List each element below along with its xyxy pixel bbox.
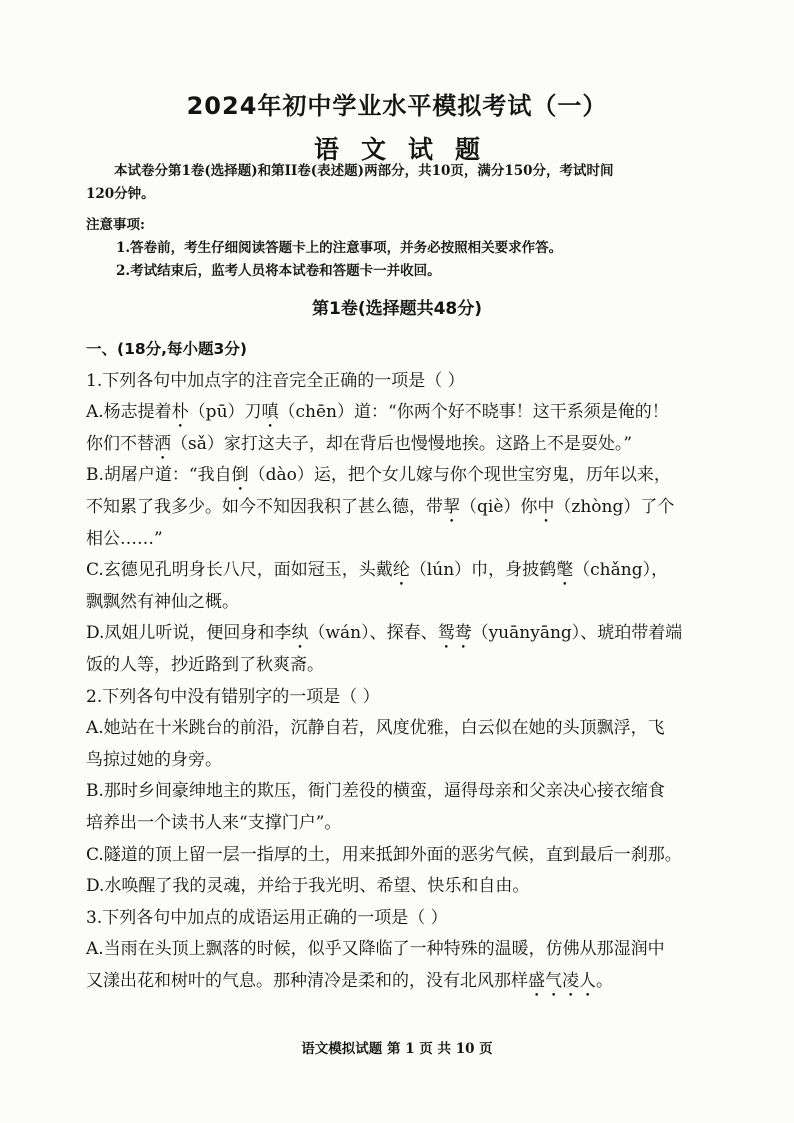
question-3-option-a: A.当雨在头顶上飘落的时候，似乎又降临了一种特殊的温暖，仿佛从那湿润中 bbox=[86, 939, 665, 960]
question-2-option-c: C.隧道的顶上留一层一指厚的土，用来抵卸外面的恶劣气候，直到最后一刹那。 bbox=[86, 844, 682, 865]
subject-title: 语文试题 bbox=[313, 135, 502, 164]
question-1-option-b bbox=[86, 460, 711, 492]
dotted-char: 嗔 bbox=[261, 402, 279, 423]
text-fragment: D.凤姐儿听说，便回身和李 bbox=[86, 623, 292, 644]
dotted-char: 中 bbox=[537, 496, 555, 517]
dotted-char: 纨 bbox=[291, 623, 309, 644]
question-1-option-c-cont: 飘飘然有神仙之概。 bbox=[86, 591, 239, 612]
dotted-char: 挈 bbox=[443, 496, 460, 517]
question-1-option-d bbox=[86, 618, 711, 650]
text-fragment: 不知累了我多少。如今不知因我积了甚么德，带 bbox=[86, 496, 443, 517]
text-fragment: （lún）巾，身披鹤 bbox=[409, 560, 557, 581]
text-fragment: （dào）运，把个女儿嫁与你个现世宝穷鬼，历年以来， bbox=[248, 465, 671, 486]
text-fragment: A.杨志提着 bbox=[86, 402, 172, 423]
dotted-char: 氅 bbox=[556, 560, 574, 581]
question-2-option-a: A.她站在十米跳台的前沿，沉静自若，风度优雅，白云似在她的头顶飘浮，飞 bbox=[86, 718, 665, 739]
text-fragment: （sǎ）家打这夫子，却在背后也慢慢地挨。这路上不是耍处。” bbox=[171, 433, 633, 454]
question-3-option-a-cont bbox=[86, 966, 711, 998]
question-1-option-a-cont bbox=[86, 429, 711, 461]
note-1: 1.答卷前，考生仔细阅读答题卡上的注意事项，并务必按照相关要求作答。 bbox=[116, 240, 563, 256]
text-fragment: B.胡屠户道：“我自 bbox=[86, 465, 232, 486]
question-1-stem: 1.下列各句中加点字的注音完全正确的一项是（ ） bbox=[86, 370, 465, 391]
intro-line-1: 本试卷分第1卷(选择题)和第II卷(表述题)两部分，共10页，满分150分，考试时间 bbox=[114, 163, 614, 179]
questions-body bbox=[86, 334, 711, 997]
section-heading: 一、(18分,每小题3分) bbox=[86, 340, 247, 358]
part-title: 第1卷(选择题共48分) bbox=[311, 299, 483, 319]
dotted-char: 洒 bbox=[154, 433, 171, 454]
question-2-option-b: B.那时乡间豪绅地主的欺压，衙门差役的横蛮，逼得母亲和父亲决心接衣缩食 bbox=[86, 781, 665, 802]
text-fragment: 。 bbox=[596, 970, 613, 991]
intro-line-2: 120分钟。 bbox=[86, 186, 155, 202]
text-fragment: （chēn）道：“你两个好不晓事！这干系须是俺的！ bbox=[278, 402, 669, 423]
notes-block bbox=[86, 214, 706, 283]
page-footer: 语文模拟试题 第 1 页 共 10 页 bbox=[301, 1041, 493, 1057]
note-2: 2.考试结束后，监考人员将本试卷和答题卡一并收回。 bbox=[116, 263, 441, 279]
question-2-option-b-cont: 培养出一个读书人来“支撑门户”。 bbox=[86, 812, 342, 833]
dotted-idiom: 盛气凌人 bbox=[528, 970, 596, 991]
question-1-option-b-cont bbox=[86, 492, 711, 524]
dotted-char: 鸳鸯 bbox=[437, 623, 472, 644]
question-1-option-b-end: 相公……” bbox=[86, 528, 163, 549]
dotted-char: 倒 bbox=[231, 465, 249, 486]
text-fragment: （pū）刀 bbox=[188, 402, 262, 423]
text-fragment: （yuānyāng）、琥珀带着端 bbox=[471, 623, 683, 644]
question-2-option-d: D.水唤醒了我的灵魂，并给于我光明、希望、快乐和自由。 bbox=[86, 876, 530, 897]
text-fragment: （zhòng）了个 bbox=[554, 496, 675, 517]
text-fragment: （chǎng）， bbox=[573, 560, 669, 581]
dotted-char: 朴 bbox=[171, 402, 189, 423]
text-fragment: （wán）、探春、 bbox=[308, 623, 438, 644]
text-fragment: 你们不替 bbox=[86, 433, 154, 454]
dotted-char: 纶 bbox=[392, 560, 410, 581]
question-1-option-d-cont: 饭的人等，抄近路到了秋爽斋。 bbox=[86, 654, 324, 675]
question-1-option-c bbox=[86, 555, 711, 587]
question-3-stem: 3.下列各句中加点的成语运用正确的一项是（ ） bbox=[86, 907, 448, 928]
question-2-stem: 2.下列各句中没有错别字的一项是（ ） bbox=[86, 686, 380, 707]
notes-title: 注意事项: bbox=[86, 217, 145, 233]
text-fragment: 又漾出花和树叶的气息。那种清冷是柔和的，没有北风那样 bbox=[86, 970, 528, 991]
exam-intro bbox=[86, 160, 706, 206]
exam-title: 2024年初中学业水平模拟考试（一） bbox=[186, 92, 608, 120]
text-fragment: （qiè）你 bbox=[460, 496, 538, 517]
question-2-option-a-cont: 鸟掠过她的身旁。 bbox=[86, 749, 222, 770]
question-1-option-a bbox=[86, 397, 711, 429]
text-fragment: C.玄德见孔明身长八尺，面如冠玉，头戴 bbox=[86, 560, 393, 581]
